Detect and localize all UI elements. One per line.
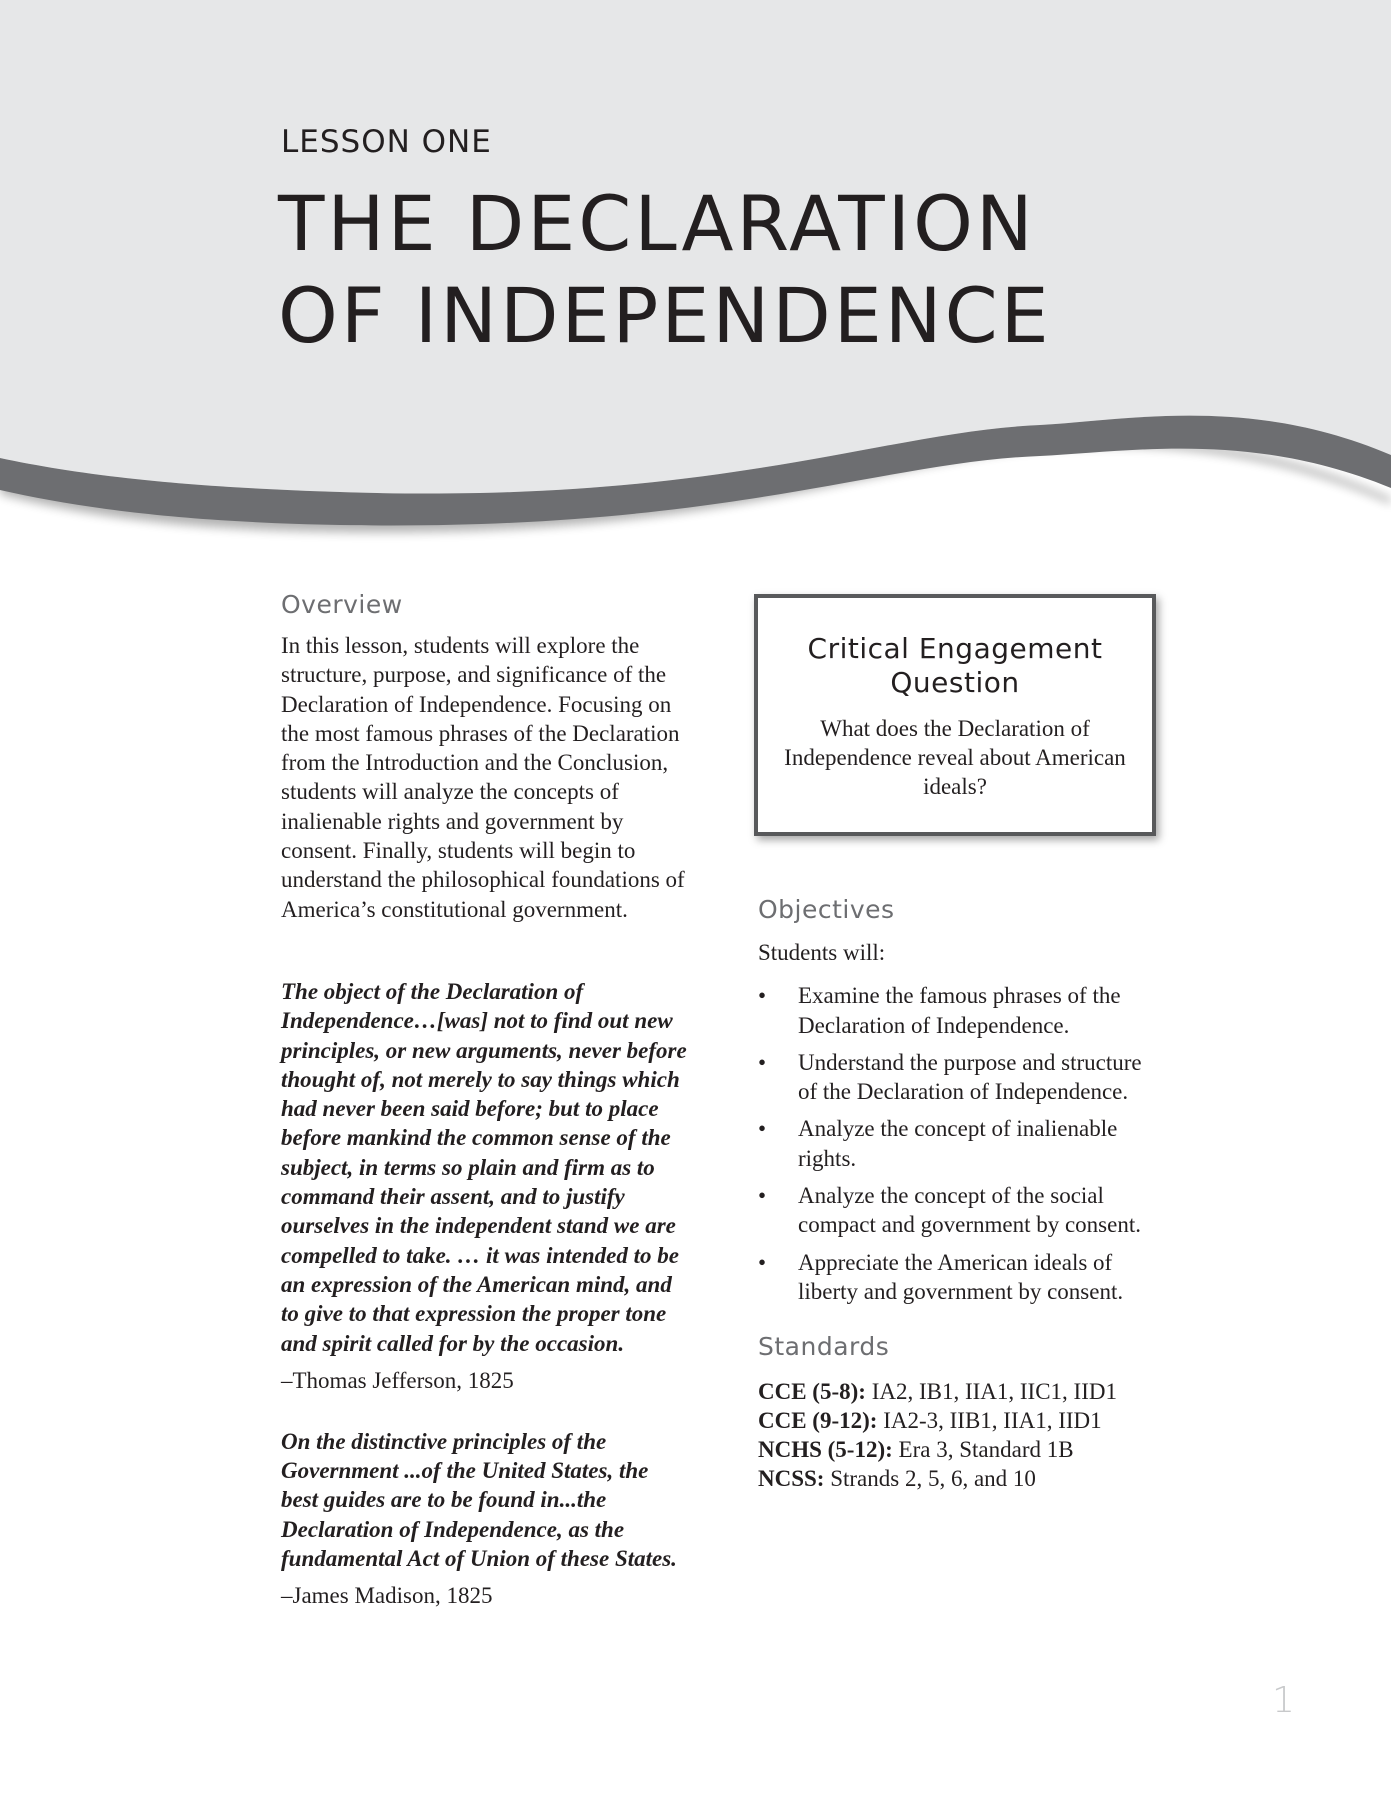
objective-item: • Examine the famous phrases of the Declaration of Independence. — [758, 981, 1158, 1040]
right-column — [758, 895, 1158, 1493]
objective-item: • Analyze the concept of inalienable rights. — [758, 1114, 1158, 1173]
question-text: What does the Declaration of Independence reveal about American ideals? — [784, 716, 1126, 799]
critical-engagement-box — [754, 594, 1156, 836]
question-heading: Critical Engagement Question — [807, 632, 1103, 699]
title-line-2: OF INDEPENDENCE — [278, 271, 1052, 360]
header-banner — [0, 0, 1391, 560]
overview-heading: Overview — [281, 590, 403, 619]
standard-item — [758, 1464, 1158, 1493]
objectives-list — [758, 981, 1158, 1306]
objectives-heading: Objectives — [758, 895, 895, 924]
left-column — [281, 590, 691, 1610]
standard-value: IA2, IB1, IIA1, IIC1, IID1 — [865, 1379, 1117, 1405]
objectives-intro: Students will: — [758, 940, 886, 965]
standard-value: Era 3, Standard 1B — [892, 1437, 1074, 1463]
standard-label: CCE (9-12): — [758, 1408, 878, 1434]
jefferson-attribution: –Thomas Jefferson, 1825 — [281, 1367, 514, 1393]
standard-item — [758, 1435, 1158, 1464]
standard-label: CCE (5-8): — [758, 1379, 866, 1405]
standard-item — [758, 1377, 1158, 1406]
lesson-label: LESSON ONE — [281, 124, 492, 160]
madison-attribution: –James Madison, 1825 — [281, 1583, 493, 1609]
title-line-1: THE DECLARATION — [278, 179, 1036, 268]
standard-value: IA2-3, IIB1, IIA1, IID1 — [877, 1408, 1102, 1434]
standard-item — [758, 1406, 1158, 1435]
overview-text: In this lesson, students will explore the structure, purpose, and significance of the Declaration of Independence. Focusing on the most famous phrases of the Declaration from the Introduction and the Conclusion, students will analyze the concepts of inalienable rights and government by consent. Finally, students will begin to understand the philosophical foundations of America’s constitutional government. — [281, 633, 685, 922]
standard-value: Strands 2, 5, 6, and 10 — [824, 1466, 1036, 1492]
page-title — [278, 178, 1052, 362]
standards-heading: Standards — [758, 1332, 890, 1362]
objective-item: • Understand the purpose and structure of the Declaration of Independence. — [758, 1048, 1158, 1107]
standard-label: NCSS: — [758, 1466, 825, 1492]
standard-label: NCHS (5-12): — [758, 1437, 893, 1463]
objective-item: • Appreciate the American ideals of liberty and government by consent. — [758, 1248, 1158, 1307]
jefferson-quote: The object of the Declaration of Independence…[was] not to find out new principles, or new arguments, never before thought of, not merely to say things which had never been said before; but to place before mankind the common sense of the subject, in terms so plain and firm as to command their assent, and to justify ourselves in the independent stand we are compelled to take. … it was intended to be an expression of the American mind, and to give to that expression the proper tone and spirit called for by the occasion. — [281, 978, 687, 1356]
madison-quote: On the distinctive principles of the Government ...of the United States, the best guides are to be found in...the Declaration of Independence, as the fundamental Act of Union of these States. — [281, 1428, 677, 1572]
page-number: 1 — [1272, 1680, 1295, 1721]
objective-item: • Analyze the concept of the social compact and government by consent. — [758, 1181, 1158, 1240]
